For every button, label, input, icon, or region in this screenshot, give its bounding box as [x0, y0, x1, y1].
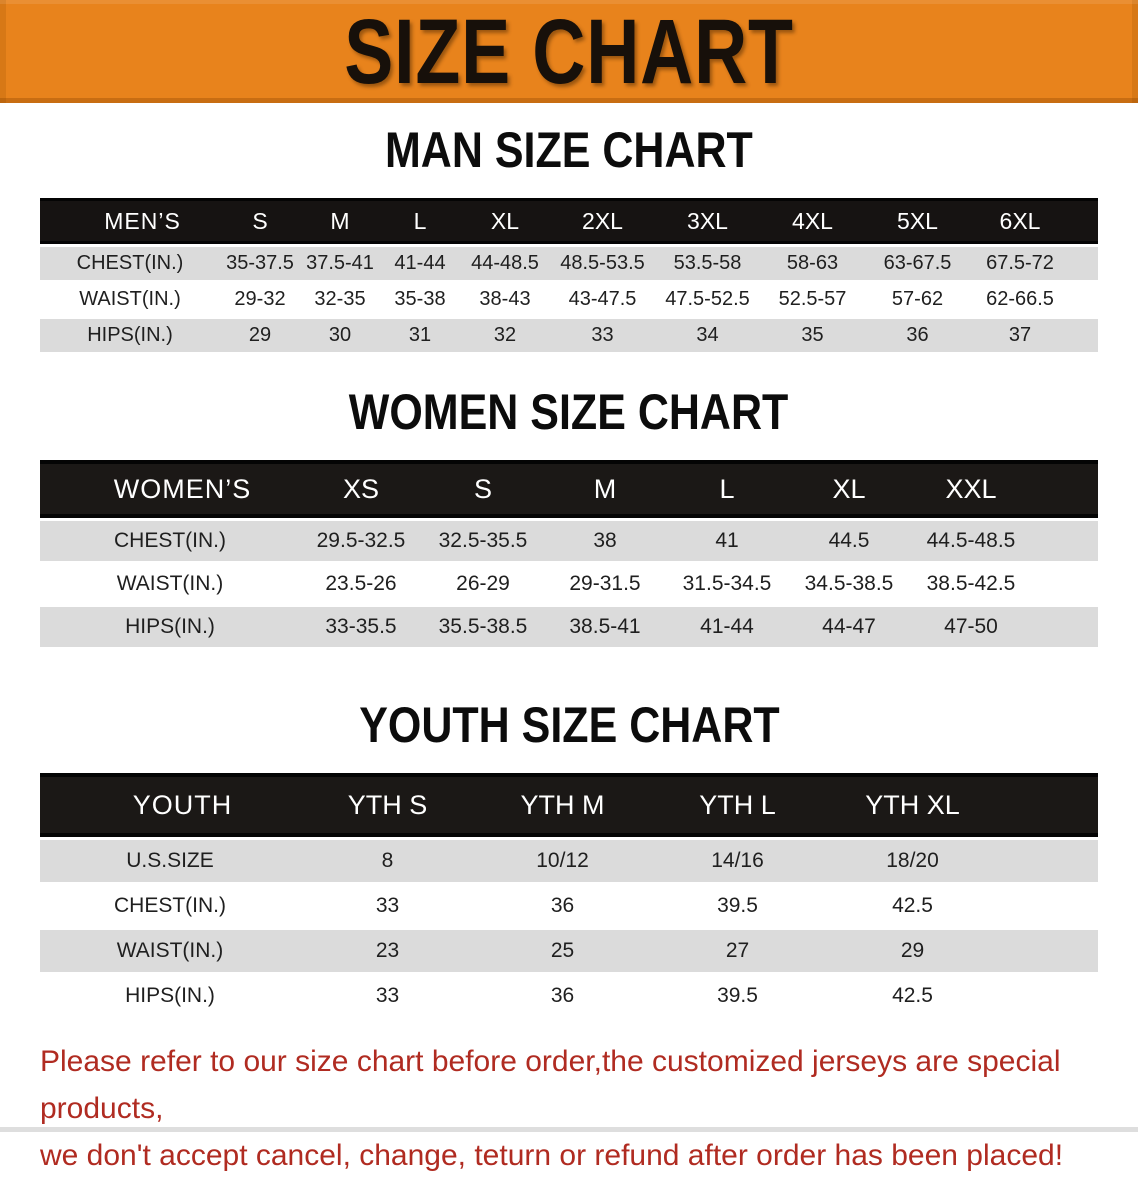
youth-row-label: WAIST(IN.): [40, 930, 300, 972]
men-value-cell: 34: [655, 319, 760, 352]
youth-row-spacer: [1000, 885, 1098, 927]
men-value-cell: 36: [865, 319, 970, 352]
youth-size-header-2: YTH L: [650, 773, 825, 837]
youth-size-header-1: YTH M: [475, 773, 650, 837]
men-value-cell: 35-38: [380, 283, 460, 316]
youth-value-cell: 42.5: [825, 885, 1000, 927]
women-value-cell: 23.5-26: [300, 564, 422, 604]
men-row-spacer: [1070, 283, 1098, 316]
women-value-cell: 29.5-32.5: [300, 521, 422, 561]
women-value-cell: 41-44: [666, 607, 788, 647]
youth-row-2: [40, 930, 1098, 972]
youth-value-cell: 42.5: [825, 975, 1000, 1017]
men-value-cell: 29: [220, 319, 300, 352]
youth-row-3: [40, 975, 1098, 1017]
men-value-cell: 48.5-53.5: [550, 247, 655, 280]
women-size-header-3: L: [666, 460, 788, 518]
women-value-cell: 29-31.5: [544, 564, 666, 604]
youth-section-heading-text: YOUTH SIZE CHART: [358, 697, 780, 753]
women-value-cell: 41: [666, 521, 788, 561]
women-size-header-0: XS: [300, 460, 422, 518]
women-row-label: CHEST(IN.): [40, 521, 300, 561]
women-value-cell: 26-29: [422, 564, 544, 604]
women-size-header-5: XXL: [910, 460, 1032, 518]
women-value-cell: 35.5-38.5: [422, 607, 544, 647]
youth-value-cell: 23: [300, 930, 475, 972]
bottom-edge-strip: [0, 1127, 1138, 1132]
youth-corner-label: YOUTH: [40, 773, 300, 837]
men-value-cell: 47.5-52.5: [655, 283, 760, 316]
youth-size-header-0: YTH S: [300, 773, 475, 837]
men-row-0: [40, 247, 1098, 280]
men-value-cell: 33: [550, 319, 655, 352]
men-value-cell: 58-63: [760, 247, 865, 280]
youth-value-cell: 27: [650, 930, 825, 972]
men-section-heading-text: MAN SIZE CHART: [385, 122, 753, 178]
youth-value-cell: 33: [300, 975, 475, 1017]
women-row-2: [40, 607, 1098, 647]
youth-row-label: HIPS(IN.): [40, 975, 300, 1017]
men-value-cell: 52.5-57: [760, 283, 865, 316]
men-value-cell: 32: [460, 319, 550, 352]
youth-value-cell: 14/16: [650, 840, 825, 882]
men-value-cell: 53.5-58: [655, 247, 760, 280]
youth-value-cell: 36: [475, 975, 650, 1017]
men-value-cell: 35-37.5: [220, 247, 300, 280]
men-row-spacer: [1070, 247, 1098, 280]
men-table-header-row: [40, 198, 1098, 244]
women-size-header-4: XL: [788, 460, 910, 518]
youth-header-spacer: [1000, 773, 1098, 837]
women-section-heading: [0, 384, 1138, 440]
men-value-cell: 62-66.5: [970, 283, 1070, 316]
banner-title: SIZE CHART: [344, 0, 794, 103]
women-value-cell: 38.5-42.5: [910, 564, 1032, 604]
youth-size-table: [40, 770, 1098, 1020]
men-corner-label: MEN’S: [40, 198, 220, 244]
men-value-cell: 63-67.5: [865, 247, 970, 280]
youth-value-cell: 10/12: [475, 840, 650, 882]
men-row-1: [40, 283, 1098, 316]
women-section-heading-text: WOMEN SIZE CHART: [349, 384, 789, 440]
youth-row-spacer: [1000, 930, 1098, 972]
disclaimer-line-2: we don't accept cancel, change, teturn or refund after order has been placed!: [40, 1139, 1064, 1172]
women-value-cell: 44.5: [788, 521, 910, 561]
women-header-spacer: [1032, 460, 1098, 518]
youth-value-cell: 36: [475, 885, 650, 927]
men-value-cell: 29-32: [220, 283, 300, 316]
men-size-header-5: 3XL: [655, 198, 760, 244]
youth-row-1: [40, 885, 1098, 927]
men-size-header-7: 5XL: [865, 198, 970, 244]
men-size-header-6: 4XL: [760, 198, 865, 244]
men-size-header-3: XL: [460, 198, 550, 244]
women-row-label: HIPS(IN.): [40, 607, 300, 647]
men-value-cell: 41-44: [380, 247, 460, 280]
youth-row-label: CHEST(IN.): [40, 885, 300, 927]
men-row-label: CHEST(IN.): [40, 247, 220, 280]
women-row-0: [40, 521, 1098, 561]
men-size-header-1: M: [300, 198, 380, 244]
men-size-header-4: 2XL: [550, 198, 655, 244]
men-value-cell: 38-43: [460, 283, 550, 316]
women-row-1: [40, 564, 1098, 604]
women-row-spacer: [1032, 521, 1098, 561]
men-row-label: HIPS(IN.): [40, 319, 220, 352]
men-section-heading: [0, 122, 1138, 178]
men-size-header-2: L: [380, 198, 460, 244]
women-row-spacer: [1032, 607, 1098, 647]
youth-value-cell: 18/20: [825, 840, 1000, 882]
women-value-cell: 32.5-35.5: [422, 521, 544, 561]
men-value-cell: 37.5-41: [300, 247, 380, 280]
women-row-label: WAIST(IN.): [40, 564, 300, 604]
size-chart-banner: [0, 0, 1138, 103]
youth-value-cell: 29: [825, 930, 1000, 972]
disclaimer-line-1: Please refer to our size chart before order,the customized jerseys are special products,: [40, 1045, 1061, 1125]
youth-value-cell: 25: [475, 930, 650, 972]
women-size-table: [40, 457, 1098, 650]
women-size-header-2: M: [544, 460, 666, 518]
women-value-cell: 31.5-34.5: [666, 564, 788, 604]
women-value-cell: 33-35.5: [300, 607, 422, 647]
women-value-cell: 47-50: [910, 607, 1032, 647]
men-row-label: WAIST(IN.): [40, 283, 220, 316]
men-size-table: [40, 195, 1098, 355]
men-value-cell: 30: [300, 319, 380, 352]
youth-value-cell: 39.5: [650, 885, 825, 927]
men-size-header-0: S: [220, 198, 300, 244]
men-value-cell: 44-48.5: [460, 247, 550, 280]
women-value-cell: 44-47: [788, 607, 910, 647]
youth-value-cell: 8: [300, 840, 475, 882]
men-value-cell: 67.5-72: [970, 247, 1070, 280]
men-value-cell: 35: [760, 319, 865, 352]
women-row-spacer: [1032, 564, 1098, 604]
men-row-spacer: [1070, 319, 1098, 352]
women-value-cell: 38: [544, 521, 666, 561]
women-table-header-row: [40, 460, 1098, 518]
men-value-cell: 32-35: [300, 283, 380, 316]
women-size-header-1: S: [422, 460, 544, 518]
men-value-cell: 43-47.5: [550, 283, 655, 316]
men-value-cell: 37: [970, 319, 1070, 352]
men-header-spacer: [1070, 198, 1098, 244]
youth-row-label: U.S.SIZE: [40, 840, 300, 882]
youth-value-cell: 39.5: [650, 975, 825, 1017]
youth-row-spacer: [1000, 975, 1098, 1017]
youth-row-spacer: [1000, 840, 1098, 882]
men-value-cell: 31: [380, 319, 460, 352]
men-size-header-8: 6XL: [970, 198, 1070, 244]
youth-value-cell: 33: [300, 885, 475, 927]
youth-size-header-3: YTH XL: [825, 773, 1000, 837]
youth-table-header-row: [40, 773, 1098, 837]
women-value-cell: 44.5-48.5: [910, 521, 1032, 561]
youth-row-0: [40, 840, 1098, 882]
women-corner-label: WOMEN’S: [40, 460, 300, 518]
women-value-cell: 38.5-41: [544, 607, 666, 647]
men-row-2: [40, 319, 1098, 352]
disclaimer-text: [40, 1038, 1108, 1179]
women-value-cell: 34.5-38.5: [788, 564, 910, 604]
youth-section-heading: [0, 697, 1138, 753]
men-value-cell: 57-62: [865, 283, 970, 316]
